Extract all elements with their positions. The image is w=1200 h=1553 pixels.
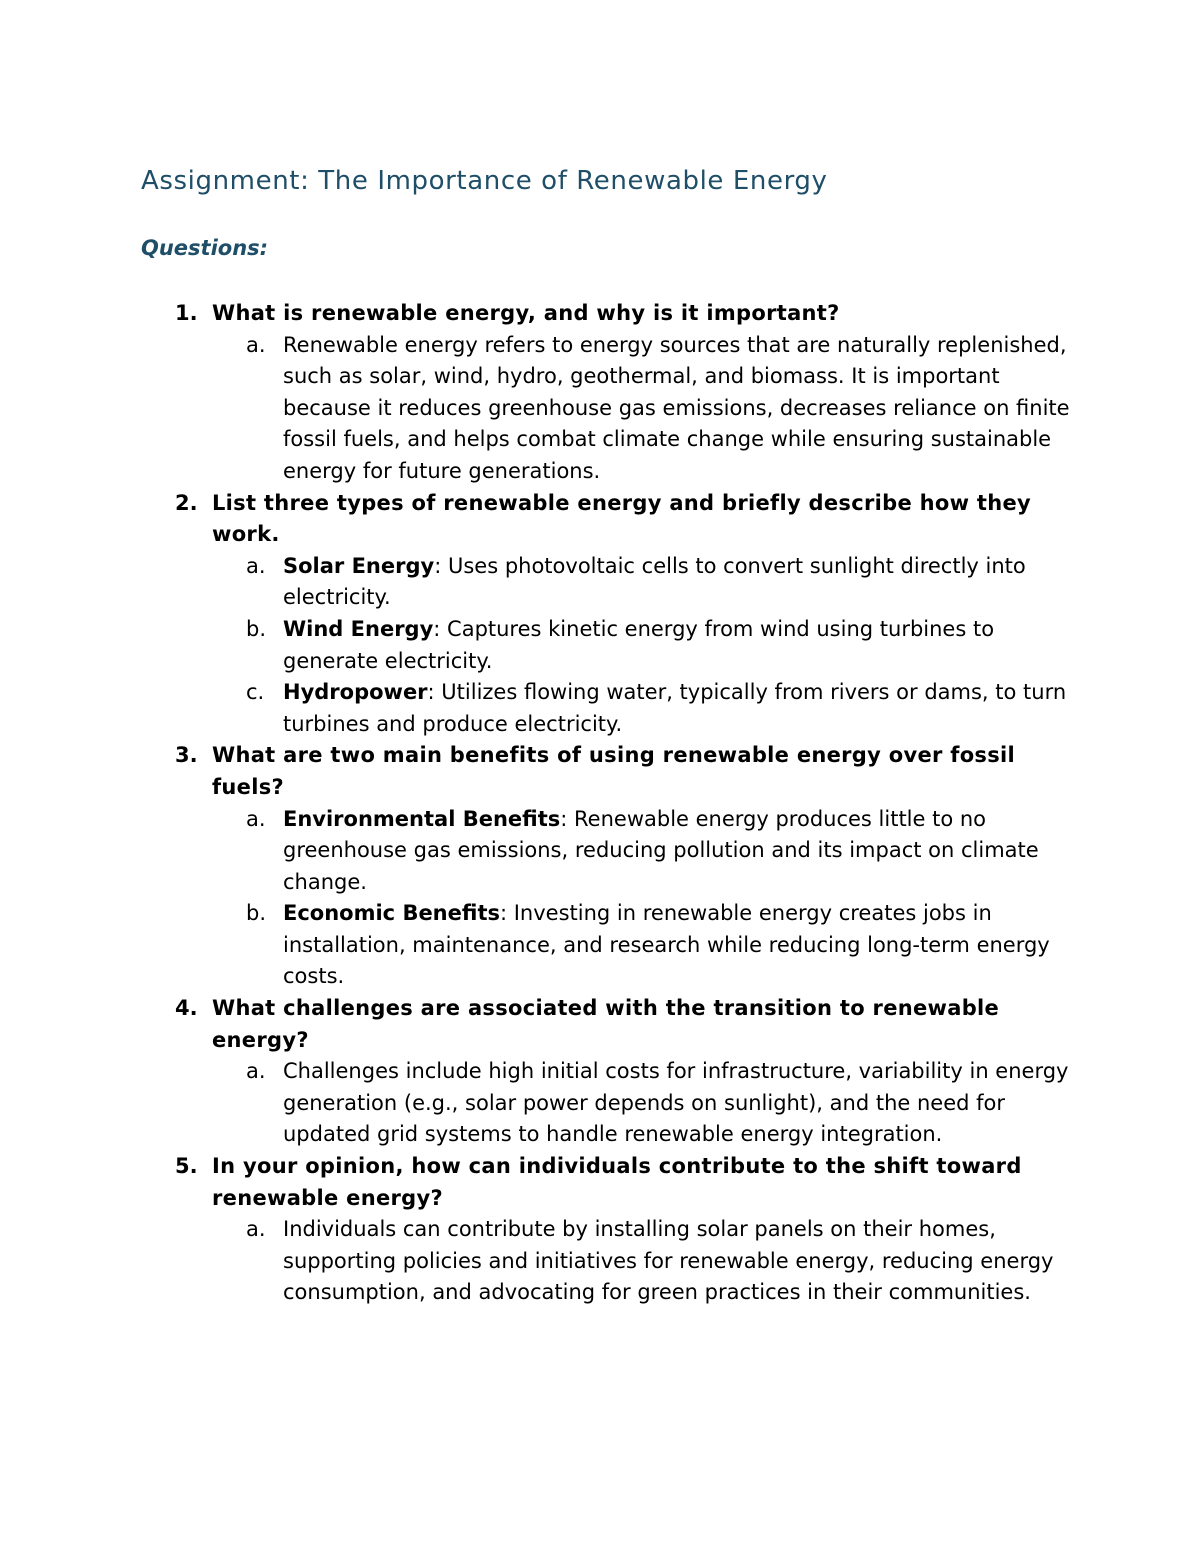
answer-letter: c. [246, 680, 265, 705]
answer-item [0, 551, 1200, 614]
question-item [0, 298, 1200, 488]
answer-description: : Uses photovoltaic cells to convert sunlight directly into electricity. [283, 553, 1026, 610]
question-text: What is renewable energy, and why is it important? [212, 301, 840, 325]
question-text: What are two main benefits of using renewable energy over fossil fuels? [212, 743, 1016, 799]
answer-letter: a. [246, 332, 266, 357]
answer-list [0, 551, 1200, 741]
answer-term: Economic Benefits [283, 901, 500, 926]
answer-term: Environmental Benefits [283, 806, 561, 831]
question-item [0, 1151, 1200, 1309]
document-title: Assignment: The Importance of Renewable Energy [141, 166, 828, 196]
question-number: 3. [175, 743, 198, 768]
answer-item [0, 614, 1200, 677]
answer-text [283, 898, 1073, 993]
answer-item [0, 330, 1200, 488]
answer-term: Wind Energy [283, 616, 434, 641]
question-item [0, 993, 1200, 1151]
answer-letter: a. [246, 553, 266, 578]
answer-description: : Utilizes flowing water, typically from rivers or dams, to turn turbines and produce electricity. [283, 680, 1067, 736]
answer-letter: a. [246, 806, 266, 831]
question-number: 2. [175, 490, 198, 515]
answer-list [0, 1214, 1200, 1309]
answer-letter: b. [246, 901, 267, 926]
answer-text [283, 804, 1073, 899]
answer-item [0, 804, 1200, 899]
answer-item [0, 1056, 1200, 1151]
answer-text: Individuals can contribute by installing solar panels on their homes, supporting policies and initiatives for renewable energy, reducing energy consumption, and advocating for green practices in their communities. [283, 1217, 1054, 1305]
question-number: 1. [175, 301, 198, 325]
questions-heading: Questions: [141, 236, 269, 260]
answer-text [283, 677, 1073, 740]
answer-item [0, 677, 1200, 740]
answer-letter: a. [246, 1059, 266, 1084]
answer-description: : Renewable energy produces little to no greenhouse gas emissions, reducing pollution and its impact on climate change. [283, 806, 1039, 894]
question-text: List three types of renewable energy and briefly describe how they work. [212, 490, 1032, 547]
answer-description: : Captures kinetic energy from wind using turbines to generate electricity. [283, 616, 995, 673]
answer-text [283, 614, 1073, 677]
answer-term: Solar Energy [283, 553, 435, 578]
answer-text [283, 551, 1073, 614]
question-item [0, 488, 1200, 741]
answer-term: Hydropower [283, 680, 428, 705]
answer-letter: b. [246, 616, 267, 641]
question-item [0, 740, 1200, 993]
question-number: 4. [175, 996, 198, 1021]
answer-list [0, 804, 1200, 994]
answer-description: : Investing in renewable energy creates jobs in installation, maintenance, and research while reducing long-term energy costs. [283, 901, 1050, 989]
question-text: What challenges are associated with the transition to renewable energy? [212, 996, 1000, 1052]
answer-list [0, 1056, 1200, 1151]
answer-item [0, 1214, 1200, 1309]
answer-list [0, 330, 1200, 488]
answer-text: Challenges include high initial costs for infrastructure, variability in energy generation (e.g., solar power depends on sunlight), and the need for updated grid systems to handle renewable energy integration. [283, 1059, 1069, 1147]
question-number: 5. [175, 1154, 198, 1179]
answer-text: Renewable energy refers to energy sources that are naturally replenished, such as solar, wind, hydro, geothermal, and biomass. It is important because it reduces greenhouse gas emissions, decreases reliance on finite fossil fuels, and helps combat climate change while ensuring sustainable energy for future generations. [283, 332, 1070, 483]
question-text: In your opinion, how can individuals contribute to the shift toward renewable energy? [212, 1154, 1022, 1210]
answer-item [0, 898, 1200, 993]
answer-letter: a. [246, 1217, 266, 1242]
question-list [0, 298, 1200, 1309]
